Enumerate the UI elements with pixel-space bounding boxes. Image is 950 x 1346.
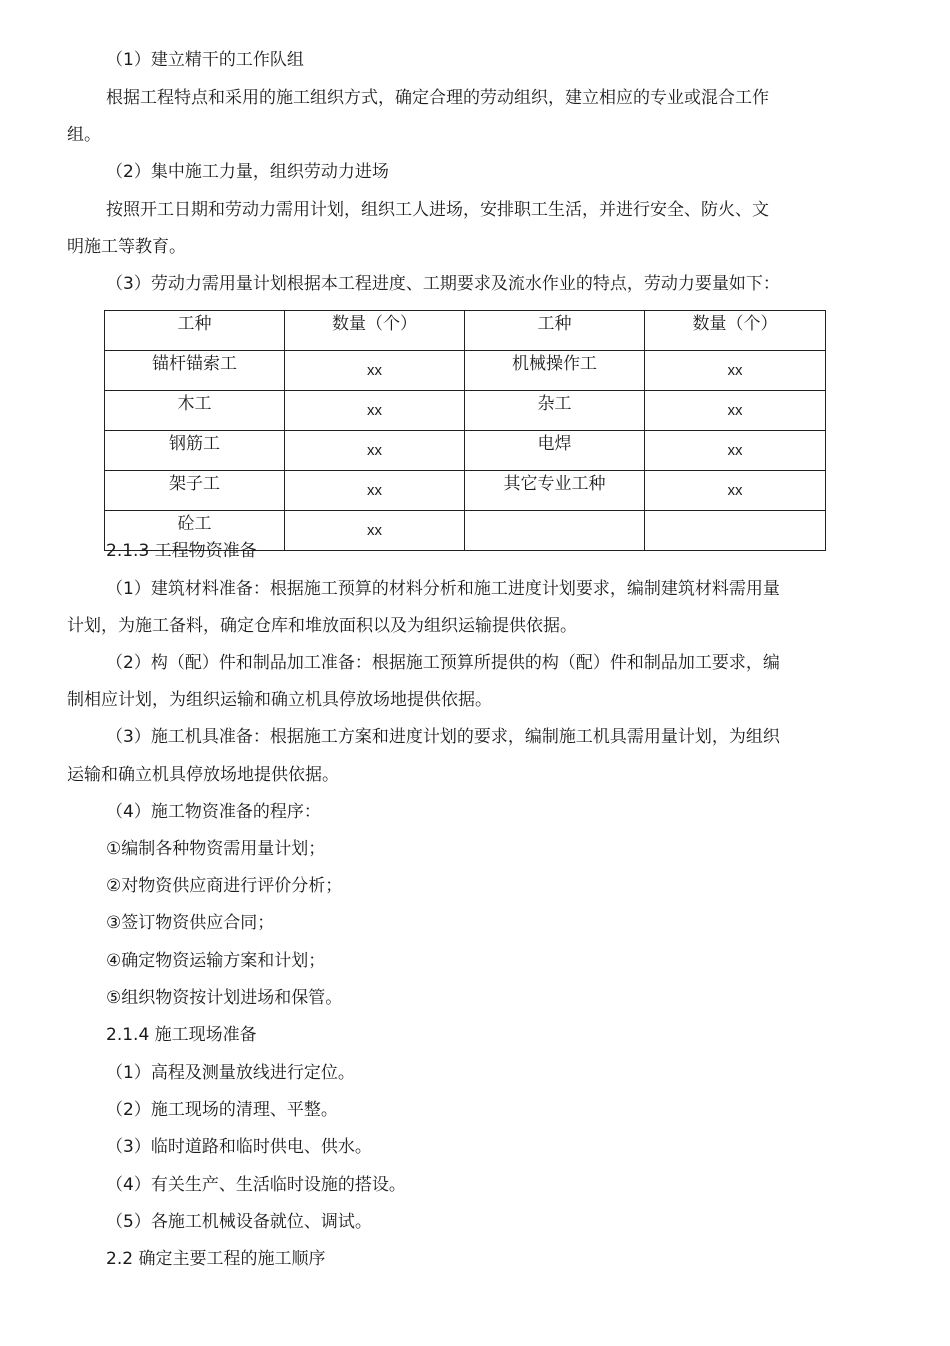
table-cell [465, 511, 645, 551]
section-heading-22: 2.2 确定主要工程的施工顺序 [106, 1249, 326, 1269]
table-cell: xx [645, 471, 826, 511]
machinery-prep-line1: （3）施工机具准备：根据施工方案和进度计划的要求，编制施工机具需用量计划，为组织 [106, 727, 780, 747]
material-prep-line2: 计划，为施工备料，确定仓库和堆放面积以及为组织运输提供依据。 [67, 616, 577, 636]
procedure-step: ①编制各种物资需用量计划； [106, 839, 326, 859]
table-cell: 砼工 [105, 511, 285, 551]
table-row [105, 351, 826, 391]
table-cell: xx [285, 431, 465, 471]
site-prep-item: （3）临时道路和临时供电、供水。 [106, 1137, 372, 1157]
component-prep-line2: 制相应计划，为组织运输和确立机具停放场地提供依据。 [67, 690, 492, 710]
table-header-cell: 工种 [465, 311, 645, 351]
table-row [105, 471, 826, 511]
section-heading-213: 2.1.3 工程物资准备 [106, 541, 257, 561]
paragraph-labor-plan: （3）劳动力需用量计划根据本工程进度、工期要求及流水作业的特点，劳动力要量如下： [106, 274, 780, 294]
site-prep-item: （5）各施工机械设备就位、调试。 [106, 1212, 372, 1232]
procedure-step: ②对物资供应商进行评价分析； [106, 876, 343, 896]
table-cell: 钢筋工 [105, 431, 285, 471]
table-cell: xx [285, 471, 465, 511]
table-cell [645, 511, 826, 551]
table-cell: xx [285, 391, 465, 431]
site-prep-item: （2）施工现场的清理、平整。 [106, 1100, 338, 1120]
paragraph-labor-body-line2: 明施工等教育。 [67, 237, 186, 257]
table-header-cell: 工种 [105, 311, 285, 351]
component-prep-line1: （2）构（配）件和制品加工准备：根据施工预算所提供的构（配）件和制品加工要求，编 [106, 653, 780, 673]
paragraph-team-title: （1）建立精干的工作队组 [106, 50, 304, 70]
paragraph-team-body-line2: 组。 [67, 125, 101, 145]
procedure-step: ④确定物资运输方案和计划； [106, 951, 326, 971]
table-cell: xx [645, 351, 826, 391]
table-cell: 杂工 [465, 391, 645, 431]
paragraph-labor-title: （2）集中施工力量，组织劳动力进场 [106, 162, 389, 182]
site-prep-item: （1）高程及测量放线进行定位。 [106, 1063, 355, 1083]
table-cell: 机械操作工 [465, 351, 645, 391]
table-cell: xx [285, 511, 465, 551]
table-row [105, 391, 826, 431]
table-cell: 其它专业工种 [465, 471, 645, 511]
table-cell: 锚杆锚索工 [105, 351, 285, 391]
machinery-prep-line2: 运输和确立机具停放场地提供依据。 [67, 765, 339, 785]
material-prep-line1: （1）建筑材料准备：根据施工预算的材料分析和施工进度计划要求，编制建筑材料需用量 [106, 579, 780, 599]
table-cell: xx [285, 351, 465, 391]
table-cell: 架子工 [105, 471, 285, 511]
procedure-step: ⑤组织物资按计划进场和保管。 [106, 988, 343, 1008]
table-header-cell: 数量（个） [285, 311, 465, 351]
procedure-title: （4）施工物资准备的程序： [106, 802, 321, 822]
section-heading-214: 2.1.4 施工现场准备 [106, 1025, 257, 1045]
labor-demand-table [104, 310, 826, 551]
table-cell: 木工 [105, 391, 285, 431]
paragraph-team-body-line1: 根据工程特点和采用的施工组织方式，确定合理的劳动组织，建立相应的专业或混合工作 [106, 88, 769, 108]
table-header-cell: 数量（个） [645, 311, 826, 351]
paragraph-labor-body-line1: 按照开工日期和劳动力需用计划，组织工人进场，安排职工生活，并进行安全、防火、文 [106, 200, 769, 220]
table-row [105, 431, 826, 471]
table-cell: 电焊 [465, 431, 645, 471]
table-cell: xx [645, 391, 826, 431]
table-cell: xx [645, 431, 826, 471]
site-prep-item: （4）有关生产、生活临时设施的搭设。 [106, 1175, 406, 1195]
procedure-step: ③签订物资供应合同； [106, 913, 275, 933]
table-header-row [105, 311, 826, 351]
